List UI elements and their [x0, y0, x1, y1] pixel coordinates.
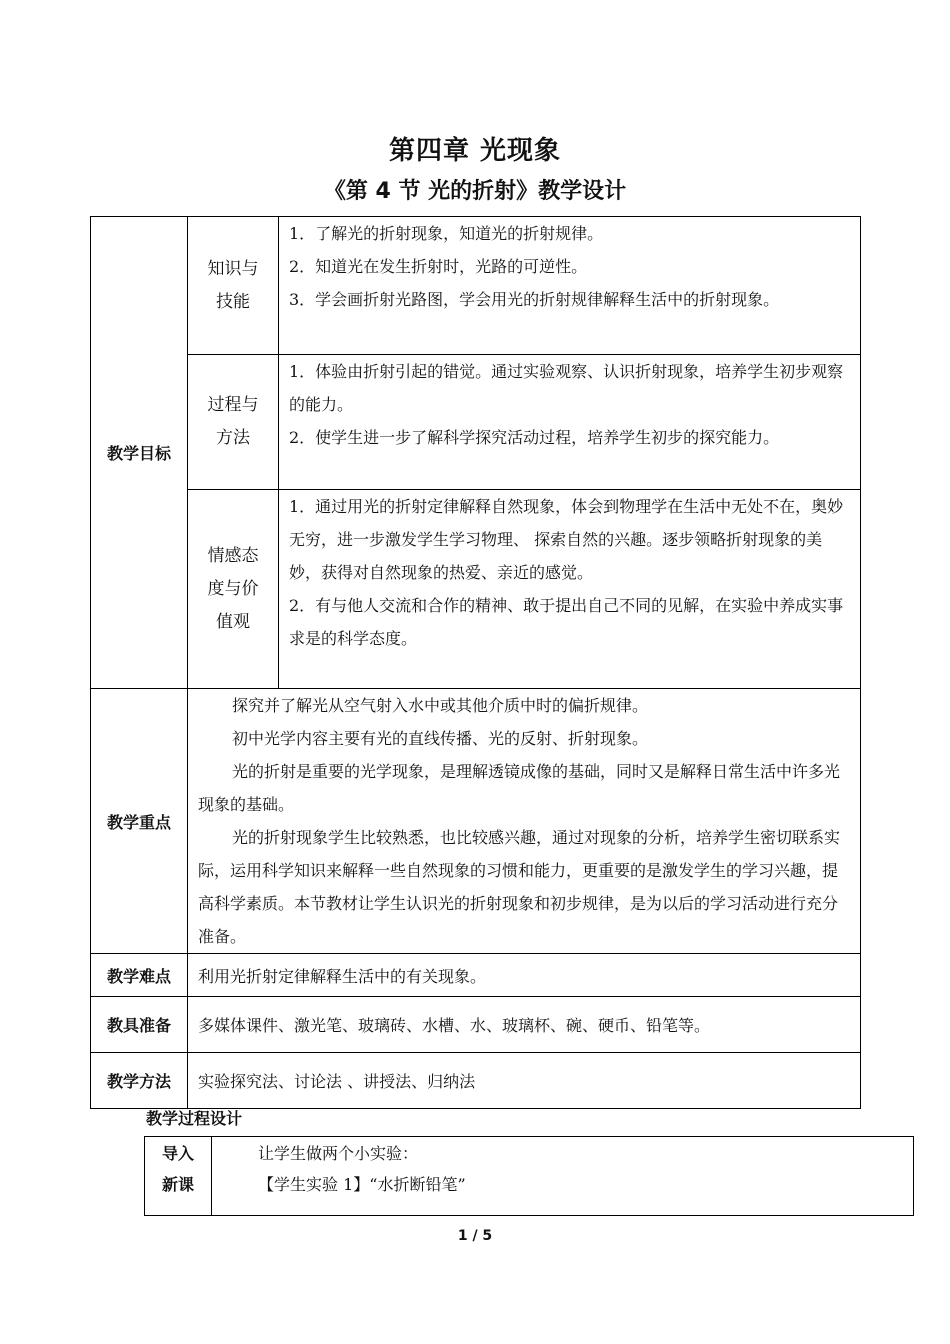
objective-item: 2．使学生进一步了解科学探究活动过程，培养学生初步的探究能力。	[289, 428, 780, 447]
key-point-paragraph: 探究并了解光从空气射入水中或其他介质中时的偏折规律。	[232, 696, 649, 715]
difficulty-text: 利用光折射定律解释生活中的有关现象。	[188, 954, 861, 997]
page-number: 1 / 5	[457, 1228, 493, 1244]
objective-label-knowledge: 知识与技能	[188, 217, 279, 355]
process-content	[212, 1137, 914, 1216]
lesson-title: 《第 4 节 光的折射》教学设计	[323, 179, 627, 204]
objective-items-knowledge	[279, 217, 861, 355]
objective-items-emotion	[279, 490, 861, 689]
objective-item: 2．有与他人交流和合作的精神、敢于提出自己不同的见解，在实验中养成实事求是的科学态度。	[289, 596, 844, 648]
objective-item: 2．知道光在发生折射时，光路的可逆性。	[289, 257, 588, 276]
process-label-line: 导入	[161, 1144, 194, 1163]
methods-header: 教学方法	[91, 1053, 188, 1109]
process-label-line: 新课	[161, 1175, 194, 1194]
difficulty-header: 教学难点	[91, 954, 188, 997]
objective-items-process	[279, 355, 861, 490]
process-stage-label	[145, 1137, 212, 1216]
objective-item: 3．学会画折射光路图，学会用光的折射规律解释生活中的折射现象。	[289, 290, 780, 309]
process-title: 教学过程设计	[146, 1109, 243, 1128]
objective-item: 1．通过用光的折射定律解释自然现象，体会到物理学在生活中无处不在，奥妙无穷，进一步激发学生学习物理、 探索自然的兴趣。逐步领略折射现象的美妙，获得对自然现象的热爱、亲近的感觉。	[289, 497, 844, 582]
design-table	[90, 216, 861, 1109]
key-point-paragraph: 光的折射现象学生比较熟悉，也比较感兴趣，通过对现象的分析，培养学生密切联系实际，运用科学知识来解释一些自然现象的习惯和能力，更重要的是激发学生的学习兴趣，提高科学素质。本节教材让学生认识光的折射现象和初步规律，是为以后的学习活动进行充分准备。	[198, 828, 841, 946]
key-points-header: 教学重点	[91, 689, 188, 954]
key-point-paragraph: 初中光学内容主要有光的直线传播、光的反射、折射现象。	[232, 729, 649, 748]
objective-item: 1．体验由折射引起的错觉。通过实验观察、认识折射现象，培养学生初步观察的能力。	[289, 362, 844, 414]
chapter-title: 第四章 光现象	[388, 136, 562, 166]
key-points-content	[188, 689, 861, 954]
objective-label-emotion: 情感态度与价值观	[188, 490, 279, 689]
objectives-header: 教学目标	[91, 217, 188, 689]
process-table	[144, 1136, 914, 1216]
process-line: 【学生实验 1】“水折断铅笔”	[258, 1175, 466, 1194]
objective-item: 1．了解光的折射现象，知道光的折射规律。	[289, 224, 604, 243]
methods-text: 实验探究法、讨论法 、讲授法、归纳法	[188, 1053, 861, 1109]
objective-label-process: 过程与方法	[188, 355, 279, 490]
tools-text: 多媒体课件、激光笔、玻璃砖、水槽、水、玻璃杯、碗、硬币、铅笔等。	[188, 997, 861, 1053]
tools-header: 教具准备	[91, 997, 188, 1053]
key-point-paragraph: 光的折射是重要的光学现象，是理解透镜成像的基础，同时又是解释日常生活中许多光现象的基础。	[198, 762, 841, 814]
process-line: 让学生做两个小实验：	[258, 1144, 419, 1163]
